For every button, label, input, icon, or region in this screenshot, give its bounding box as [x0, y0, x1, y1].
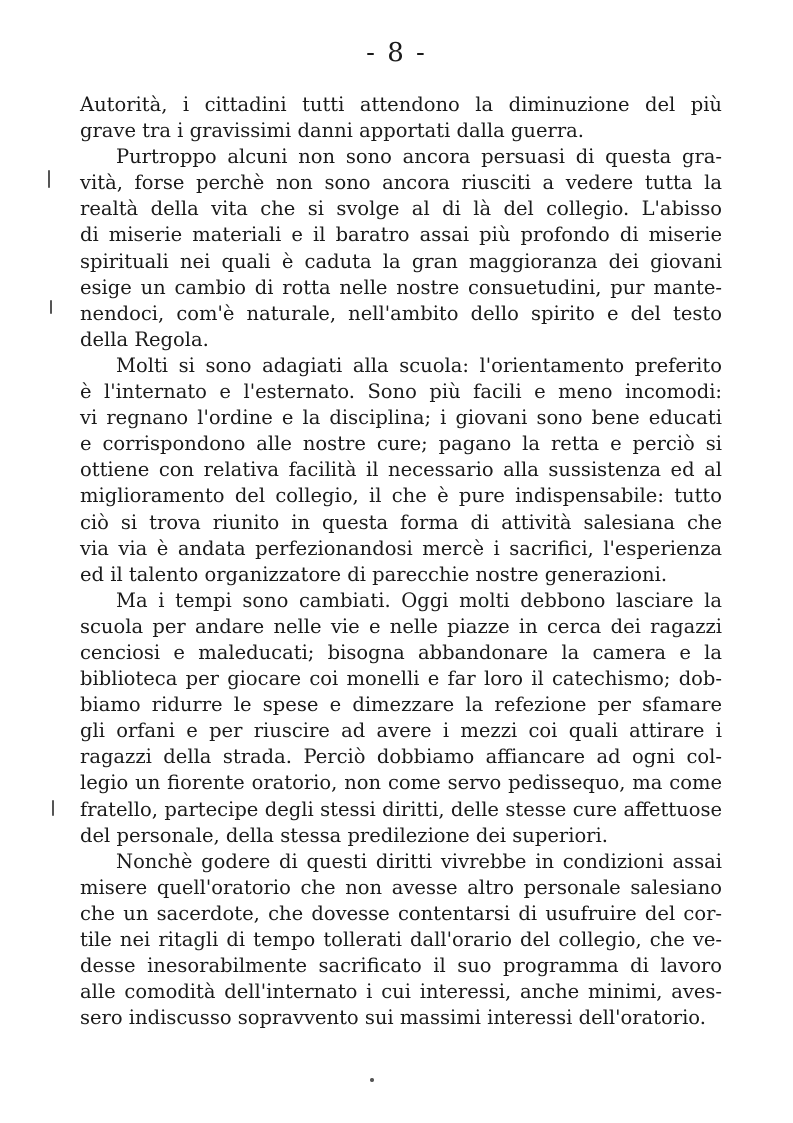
scan-speck	[48, 170, 50, 188]
text-line: sero indiscusso sopravvento sui massimi interessi dell'oratorio.	[80, 1006, 706, 1030]
paragraph	[80, 92, 722, 144]
text-line: nendoci, com'è naturale, nell'ambito dello spirito e del testo	[80, 301, 722, 325]
text-line: fratello, partecipe degli stessi diritti, delle stesse cure affettuose	[80, 797, 722, 821]
text-line: di miserie materiali e il baratro assai più profondo di miserie	[80, 223, 722, 247]
text-line: realtà della vita che si svolge al di là del collegio. L'abisso	[80, 197, 722, 221]
text-line: ed il talento organizzatore di parecchie nostre generazioni.	[80, 562, 668, 586]
text-line: ciò si trova riunito in questa forma di attività salesiana che	[80, 510, 722, 534]
text-line: che un sacerdote, che dovesse contentarsi di usufruire del cor-	[80, 901, 722, 925]
text-line: del personale, della stessa predilezione dei superiori.	[80, 823, 608, 847]
scan-speck	[50, 300, 52, 314]
text-line: ragazzi della strada. Perciò dobbiamo affiancare ad ogni col-	[80, 745, 722, 769]
paragraph	[80, 588, 722, 849]
text-line: Purtroppo alcuni non sono ancora persuasi di questa gra-	[116, 145, 722, 169]
text-line: è l'internato e l'esternato. Sono più facili e meno incomodi:	[80, 380, 722, 404]
text-line: legio un fiorente oratorio, non come servo pedissequo, ma come	[80, 771, 722, 795]
text-line: Nonchè godere di questi diritti vivrebbe in condizioni assai	[116, 849, 722, 873]
text-line: scuola per andare nelle vie e nelle piazze in cerca dei ragazzi	[80, 614, 722, 638]
body-text	[80, 92, 722, 1031]
text-line: Molti si sono adagiati alla scuola: l'orientamento preferito	[116, 353, 722, 377]
text-line: e corrispondono alle nostre cure; pagano la retta e perciò si	[80, 432, 722, 456]
text-line: alle comodità dell'internato i cui interessi, anche minimi, aves-	[80, 980, 722, 1004]
scan-speck	[370, 1078, 374, 1082]
paragraph	[80, 849, 722, 1032]
text-line: della Regola.	[80, 327, 209, 351]
page-number: - 8 -	[366, 38, 427, 68]
text-line: desse inesorabilmente sacrificato il suo programma di lavoro	[80, 954, 722, 978]
text-line: grave tra i gravissimi danni apportati dalla guerra.	[80, 119, 584, 143]
text-line: ottiene con relativa facilità il necessario alla sussistenza ed al	[80, 458, 722, 482]
text-line: Ma i tempi sono cambiati. Oggi molti debbono lasciare la	[116, 588, 722, 612]
text-line: via via è andata perfezionandosi mercè i sacrifici, l'esperienza	[80, 536, 722, 560]
text-line: biamo ridurre le spese e dimezzare la refezione per sfamare	[80, 693, 722, 717]
text-line: vità, forse perchè non sono ancora riusciti a vedere tutta la	[80, 171, 722, 195]
scan-speck	[52, 800, 54, 816]
text-line: cenciosi e maleducati; bisogna abbandonare la camera e la	[80, 640, 722, 664]
text-line: miglioramento del collegio, il che è pure indispensabile: tutto	[80, 484, 722, 508]
text-line: misere quell'oratorio che non avesse altro personale salesiano	[80, 875, 722, 899]
text-line: spirituali nei quali è caduta la gran maggioranza dei giovani	[80, 249, 722, 273]
text-line: Autorità, i cittadini tutti attendono la diminuzione del più	[80, 93, 722, 116]
text-line: biblioteca per giocare coi monelli e far loro il catechismo; dob-	[80, 667, 722, 691]
text-line: esige un cambio di rotta nelle nostre consuetudini, pur mante-	[80, 275, 722, 299]
paragraph	[80, 144, 722, 353]
text-line: tile nei ritagli di tempo tollerati dall'orario del collegio, che ve-	[80, 928, 722, 951]
paragraph	[80, 353, 722, 588]
text-line: gli orfani e per riuscire ad avere i mezzi coi quali attirare i	[80, 719, 722, 743]
text-line: vi regnano l'ordine e la disciplina; i giovani sono bene educati	[80, 406, 722, 430]
